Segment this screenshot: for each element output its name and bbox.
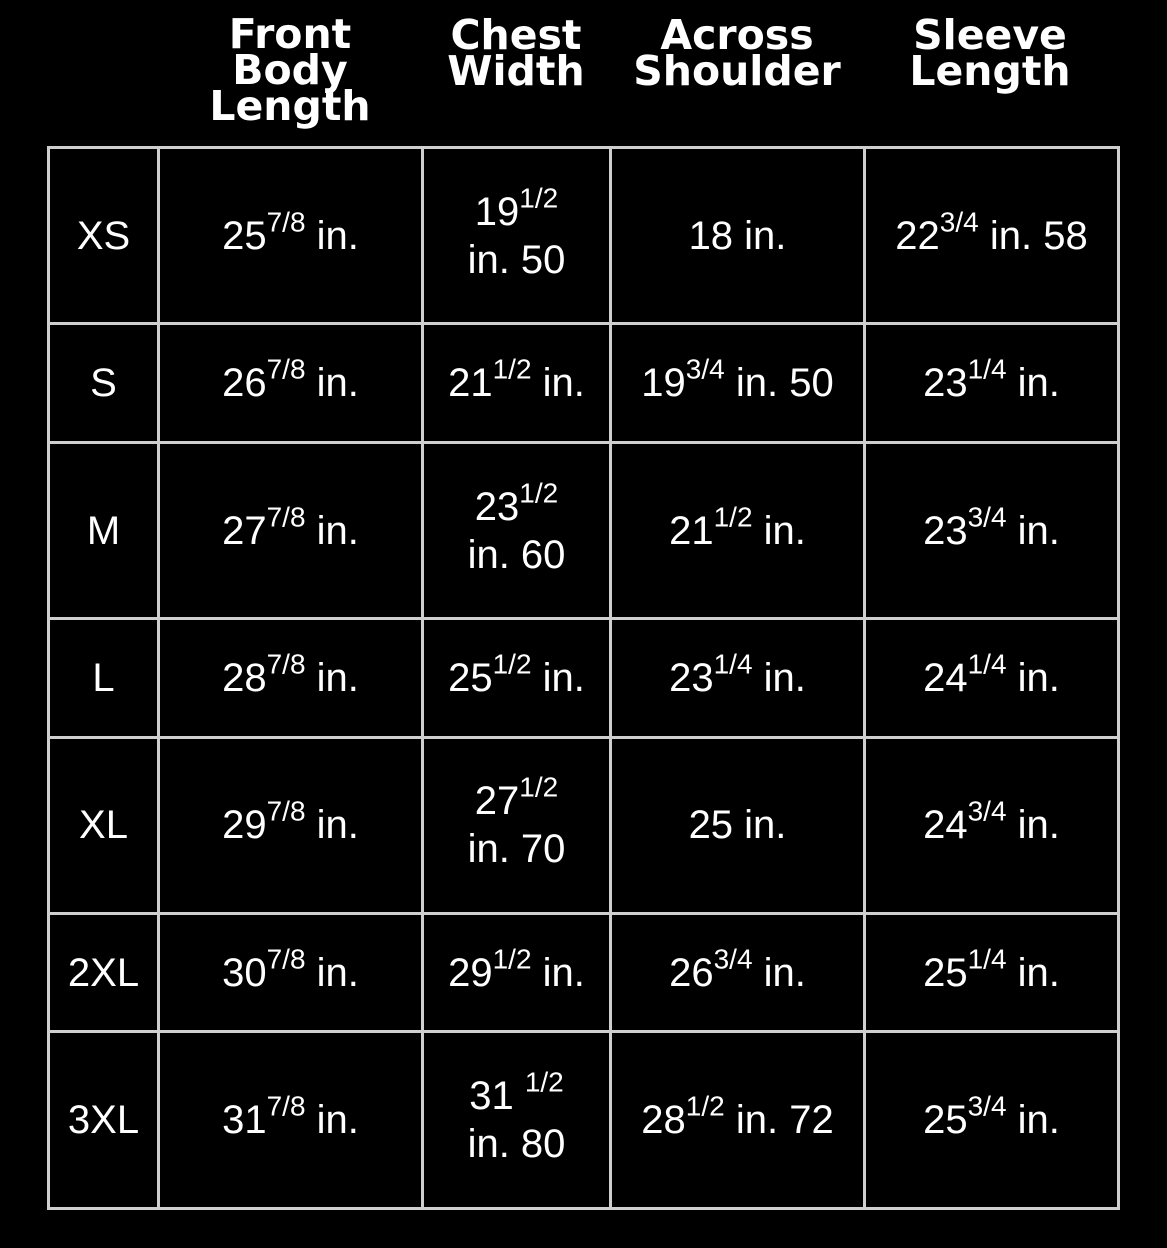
measurement-value — [426, 772, 607, 825]
measurement-fraction: 3/4 — [967, 796, 1007, 827]
measurement-value — [162, 501, 419, 555]
header-across-shoulder: Across Shoulder — [633, 11, 841, 95]
measurement-whole: 23 — [474, 484, 520, 529]
measurement-second-line: in. 50 — [467, 237, 566, 282]
measurement-value — [614, 943, 861, 997]
header-chest-width: Chest Width — [447, 11, 585, 95]
measurement-value — [868, 1090, 1115, 1144]
sleeve-length-cell — [865, 442, 1119, 618]
measurement-value — [162, 353, 419, 407]
measurement-fraction: 1/2 — [519, 182, 559, 214]
front-body-length-cell — [159, 619, 423, 737]
measurement-whole: 23 — [669, 655, 714, 700]
measurement-unit: in. — [305, 655, 359, 700]
table-row — [49, 737, 1119, 913]
measurement-fraction: 7/8 — [266, 796, 306, 827]
measurement-value — [426, 943, 607, 997]
measurement-whole: 28 — [641, 1098, 686, 1143]
measurement-value — [614, 501, 861, 555]
measurement-whole: 26 — [222, 361, 267, 406]
across-shoulder-cell — [611, 148, 865, 324]
measurement-whole: 19 — [474, 189, 520, 234]
measurement-fraction: 7/8 — [266, 943, 306, 975]
chest-width-cell — [423, 1032, 611, 1209]
header-front-body-length: Front Body Length — [209, 10, 371, 130]
measurement-fraction: 1/2 — [492, 943, 532, 975]
measurement-whole: 19 — [641, 361, 686, 406]
measurement-unit: in. — [1006, 655, 1060, 700]
measurement-second-line: in. 60 — [467, 532, 566, 577]
measurement-fraction: 1/4 — [713, 648, 753, 680]
measurement-unit: in. — [531, 361, 585, 406]
measurement-whole: 27 — [222, 508, 267, 553]
measurement-value — [162, 206, 419, 260]
measurement-value — [614, 212, 861, 260]
measurement-fraction: 3/4 — [967, 1090, 1007, 1122]
measurement-whole: 22 — [895, 213, 940, 258]
measurement-value — [426, 353, 607, 407]
measurement-second-line: in. 70 — [467, 827, 566, 872]
measurement-unit: in. — [1006, 950, 1060, 995]
measurement-value — [614, 353, 861, 407]
measurement-value — [614, 648, 861, 702]
measurement-whole: 31 — [469, 1074, 525, 1119]
measurement-fraction: 7/8 — [266, 206, 306, 238]
measurement-fraction: 1/2 — [492, 353, 532, 385]
measurement-fraction: 1/2 — [685, 1090, 725, 1122]
table-row — [49, 1032, 1119, 1209]
chest-width-cell — [423, 442, 611, 618]
table-row — [49, 324, 1119, 442]
measurement-fraction: 7/8 — [266, 648, 306, 680]
measurement-fraction: 3/4 — [967, 501, 1007, 533]
measurement-whole: 25 — [222, 213, 267, 258]
measurement-whole: 18 in. — [688, 213, 787, 258]
measurement-unit: in. — [305, 361, 359, 406]
sleeve-length-cell — [865, 619, 1119, 737]
measurement-fraction: 7/8 — [266, 501, 306, 533]
measurement-value — [868, 648, 1115, 702]
measurement-unit: in. — [1006, 1098, 1060, 1143]
table-row — [49, 619, 1119, 737]
across-shoulder-cell — [611, 619, 865, 737]
measurement-whole: 29 — [448, 950, 493, 995]
measurement-unit: in. — [531, 950, 585, 995]
size-label-cell: XL — [49, 737, 159, 913]
front-body-length-cell — [159, 1032, 423, 1209]
measurement-value — [426, 182, 607, 236]
measurement-whole: 25 — [923, 1098, 968, 1143]
measurement-whole: 27 — [474, 779, 520, 824]
table-row — [49, 442, 1119, 618]
measurement-fraction: 3/4 — [939, 206, 979, 238]
front-body-length-cell — [159, 442, 423, 618]
sleeve-length-cell — [865, 324, 1119, 442]
measurement-unit: in. 50 — [724, 361, 834, 406]
measurement-value — [868, 206, 1115, 260]
chest-width-cell — [423, 914, 611, 1032]
chest-width-cell — [423, 324, 611, 442]
measurement-value — [162, 796, 419, 849]
measurement-whole: 25 — [448, 655, 493, 700]
measurement-whole: 21 — [669, 508, 714, 553]
header-sleeve-length: Sleeve Length — [909, 11, 1071, 95]
measurement-value — [614, 801, 861, 849]
measurement-unit: in. 58 — [978, 213, 1088, 258]
measurement-value — [426, 1066, 607, 1120]
measurement-value — [162, 1090, 419, 1144]
sleeve-length-cell — [865, 148, 1119, 324]
size-label-cell: 3XL — [49, 1032, 159, 1209]
measurement-unit: in. — [752, 655, 806, 700]
measurement-whole: 29 — [222, 803, 267, 848]
size-label-cell: 2XL — [49, 914, 159, 1032]
measurement-value — [868, 943, 1115, 997]
size-label-cell: XS — [49, 148, 159, 324]
measurement-unit: in. — [1006, 361, 1060, 406]
chest-width-cell — [423, 737, 611, 913]
front-body-length-cell — [159, 914, 423, 1032]
front-body-length-cell — [159, 148, 423, 324]
measurement-unit: in. — [305, 950, 359, 995]
measurement-unit: in. 72 — [724, 1098, 834, 1143]
measurement-value — [162, 943, 419, 997]
measurement-whole: 31 — [222, 1098, 267, 1143]
across-shoulder-cell — [611, 324, 865, 442]
measurement-fraction: 7/8 — [266, 353, 306, 385]
measurement-whole: 24 — [923, 655, 968, 700]
across-shoulder-cell — [611, 914, 865, 1032]
measurement-whole: 23 — [923, 508, 968, 553]
size-chart-body — [49, 148, 1119, 1209]
measurement-fraction: 1/2 — [519, 477, 559, 509]
across-shoulder-cell — [611, 737, 865, 913]
measurement-value — [614, 1090, 861, 1144]
measurement-unit: in. — [305, 1098, 359, 1143]
table-row — [49, 914, 1119, 1032]
measurement-value — [426, 648, 607, 702]
measurement-unit: in. — [1006, 803, 1060, 848]
measurement-value — [426, 477, 607, 531]
size-label-cell: L — [49, 619, 159, 737]
across-shoulder-cell — [611, 442, 865, 618]
size-label-cell: M — [49, 442, 159, 618]
front-body-length-cell — [159, 324, 423, 442]
measurement-unit: in. — [305, 803, 359, 848]
measurement-second-line: in. 80 — [467, 1122, 566, 1167]
measurement-fraction: 3/4 — [713, 943, 753, 975]
measurement-fraction: 1/2 — [713, 501, 753, 533]
table-row — [49, 148, 1119, 324]
measurement-value — [868, 501, 1115, 555]
size-chart-header — [0, 0, 1167, 146]
front-body-length-cell — [159, 737, 423, 913]
size-chart-table — [47, 146, 1120, 1210]
measurement-whole: 23 — [923, 361, 968, 406]
measurement-unit: in. — [1006, 508, 1060, 553]
sleeve-length-cell — [865, 737, 1119, 913]
measurement-fraction: 3/4 — [685, 353, 725, 385]
measurement-fraction: 1/4 — [967, 353, 1007, 385]
measurement-unit: in. — [752, 950, 806, 995]
measurement-fraction: 1/4 — [967, 943, 1007, 975]
across-shoulder-cell — [611, 1032, 865, 1209]
measurement-unit: in. — [752, 508, 806, 553]
measurement-whole: 24 — [923, 803, 968, 848]
sleeve-length-cell — [865, 914, 1119, 1032]
measurement-unit: in. — [305, 213, 359, 258]
measurement-value — [868, 353, 1115, 407]
measurement-whole: 28 — [222, 655, 267, 700]
size-label-cell: S — [49, 324, 159, 442]
measurement-value — [162, 648, 419, 702]
measurement-fraction: 1/2 — [519, 772, 559, 803]
measurement-unit: in. — [305, 508, 359, 553]
measurement-value — [868, 796, 1115, 849]
measurement-fraction: 1/2 — [492, 648, 532, 680]
measurement-unit: in. — [531, 655, 585, 700]
chest-width-cell — [423, 148, 611, 324]
measurement-whole: 25 — [923, 950, 968, 995]
measurement-whole: 21 — [448, 361, 493, 406]
sleeve-length-cell — [865, 1032, 1119, 1209]
measurement-fraction: 1/4 — [967, 648, 1007, 680]
chest-width-cell — [423, 619, 611, 737]
measurement-fraction: 1/2 — [524, 1066, 564, 1098]
measurement-whole: 26 — [669, 950, 714, 995]
measurement-fraction: 7/8 — [266, 1090, 306, 1122]
measurement-whole: 25 in. — [688, 803, 787, 848]
measurement-whole: 30 — [222, 950, 267, 995]
